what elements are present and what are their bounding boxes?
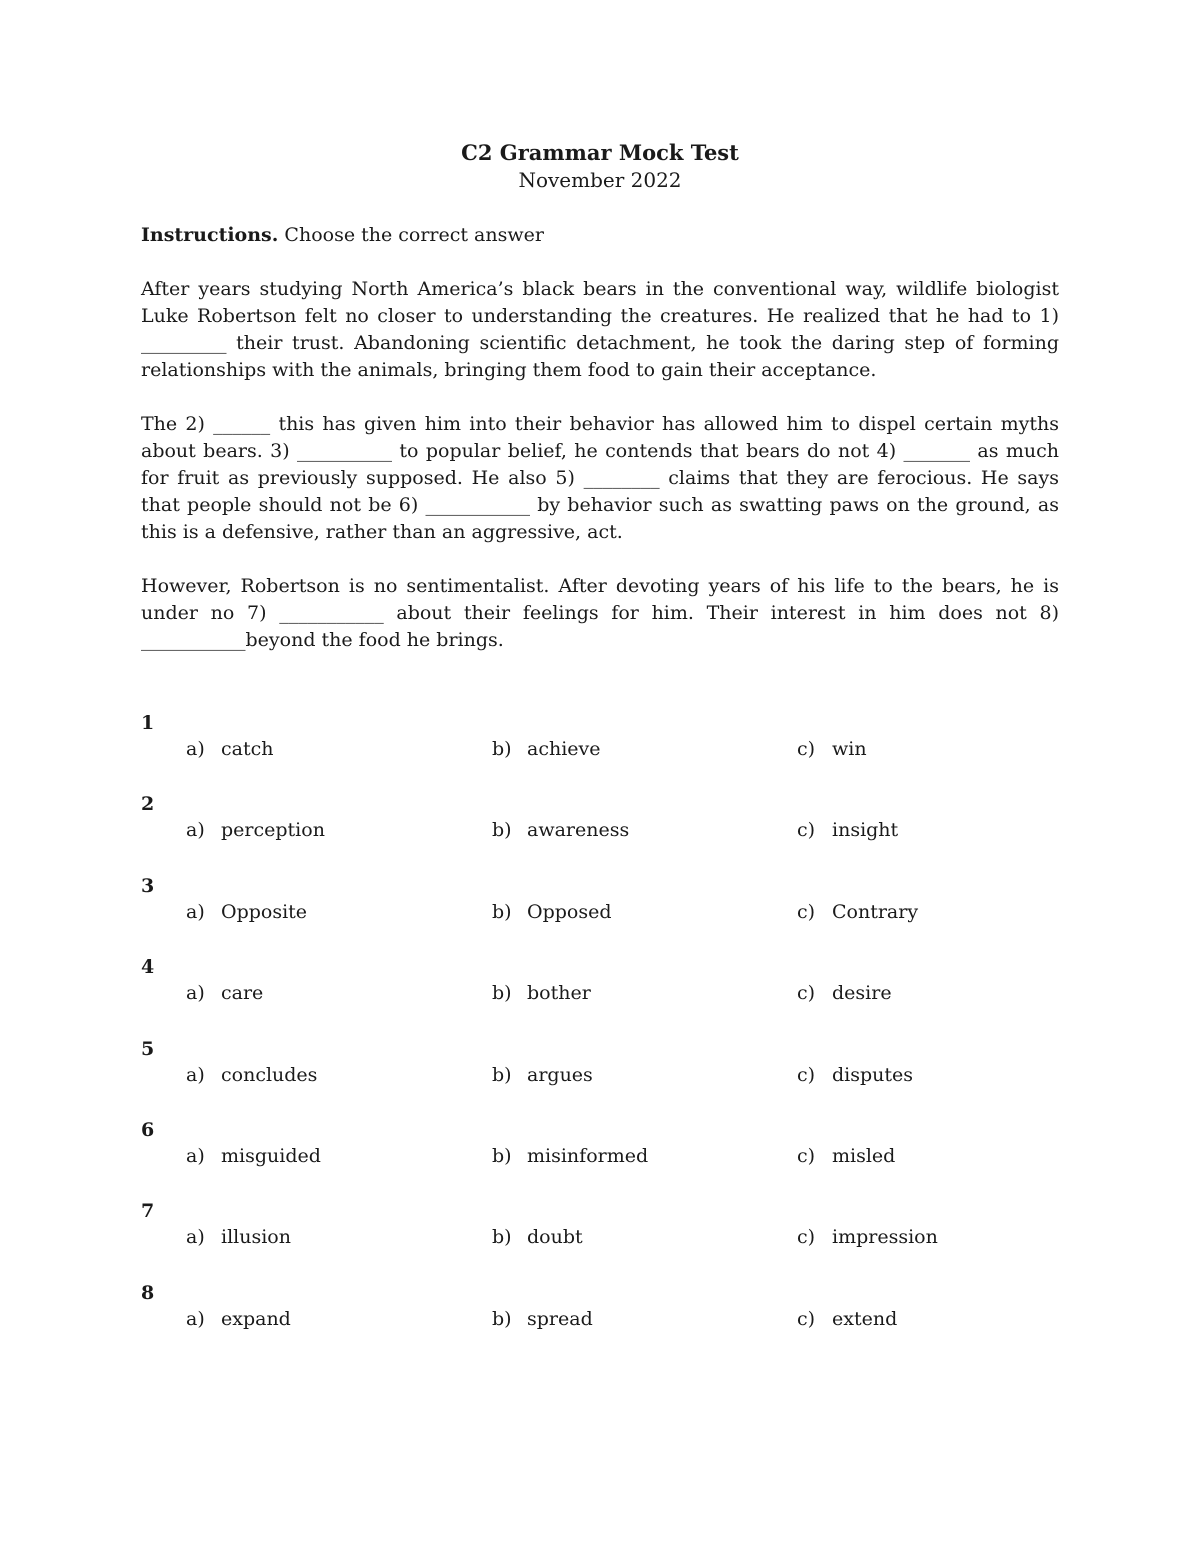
answer-option[interactable] (186, 1145, 321, 1167)
option-text: perception (221, 819, 325, 841)
answer-option[interactable] (492, 901, 612, 923)
answer-option[interactable] (797, 901, 918, 923)
option-letter: c) (797, 738, 816, 760)
option-text: Opposed (527, 901, 612, 923)
option-letter: c) (797, 1145, 816, 1167)
option-text: win (832, 738, 867, 760)
option-letter: a) (186, 819, 205, 841)
option-text: argues (527, 1064, 593, 1086)
answer-option[interactable] (797, 982, 892, 1004)
instructions (141, 224, 544, 246)
question-number: 7 (141, 1200, 155, 1222)
option-letter: b) (492, 982, 512, 1004)
question-number: 3 (141, 875, 155, 897)
answer-option[interactable] (186, 1308, 291, 1330)
option-letter: c) (797, 819, 816, 841)
option-letter: a) (186, 1226, 205, 1248)
option-text: misguided (221, 1145, 321, 1167)
option-text: misinformed (527, 1145, 649, 1167)
option-text: care (221, 982, 264, 1004)
option-text: awareness (527, 819, 630, 841)
answer-option[interactable] (186, 901, 307, 923)
option-letter: c) (797, 1308, 816, 1330)
page-title: C2 Grammar Mock Test (461, 140, 739, 165)
answer-option[interactable] (492, 1226, 583, 1248)
option-text: disputes (832, 1064, 914, 1086)
option-text: spread (527, 1308, 593, 1330)
answer-option[interactable] (186, 1064, 317, 1086)
passage-paragraph-1: After years studying North America’s black bears in the conventional way, wildlife biologist Luke Robertson felt no closer to understanding the creatures. He realized that he had to 1) _________ their trust. Abandoning scientific detachment, he took the daring step of forming relationships with the animals, bringing them food to gain their acceptance. (141, 278, 1059, 381)
option-text: impression (832, 1226, 938, 1248)
option-text: illusion (221, 1226, 291, 1248)
option-letter: c) (797, 1064, 816, 1086)
instructions-label: Instructions. (141, 224, 279, 246)
option-letter: c) (797, 1226, 816, 1248)
option-letter: b) (492, 901, 512, 923)
answer-option[interactable] (492, 819, 629, 841)
option-letter: b) (492, 1145, 512, 1167)
option-text: bother (527, 982, 591, 1004)
question-number: 1 (141, 712, 155, 734)
question-number: 4 (141, 956, 155, 978)
answer-option[interactable] (797, 738, 867, 760)
answer-option[interactable] (186, 982, 263, 1004)
answer-option[interactable] (797, 1226, 938, 1248)
option-letter: b) (492, 738, 512, 760)
option-text: insight (832, 819, 899, 841)
question-number: 5 (141, 1038, 155, 1060)
option-letter: a) (186, 1308, 205, 1330)
answer-option[interactable] (797, 1308, 897, 1330)
passage-paragraph-2: The 2) ______ this has given him into their behavior has allowed him to dispel certain myths about bears. 3) __________ to popular belief, he contends that bears do not 4) _______ as much for fruit as previously supposed. He also 5) ________ claims that they are ferocious. He says that people should not be 6) ___________ by behavior such as swatting paws on the ground, as this is a defensive, rather than an aggressive, act. (141, 413, 1059, 543)
answer-option[interactable] (492, 1145, 648, 1167)
answer-option[interactable] (186, 738, 273, 760)
option-letter: a) (186, 982, 205, 1004)
option-letter: a) (186, 738, 205, 760)
answer-option[interactable] (797, 1064, 913, 1086)
option-letter: b) (492, 819, 512, 841)
page-date: November 2022 (518, 168, 682, 192)
option-letter: c) (797, 901, 816, 923)
answer-option[interactable] (186, 1226, 291, 1248)
option-letter: a) (186, 1145, 205, 1167)
option-text: achieve (527, 738, 601, 760)
answer-option[interactable] (797, 819, 898, 841)
answer-option[interactable] (492, 982, 591, 1004)
answer-option[interactable] (186, 819, 325, 841)
answer-option[interactable] (492, 1308, 593, 1330)
answer-option[interactable] (492, 738, 601, 760)
option-text: expand (221, 1308, 291, 1330)
option-letter: a) (186, 901, 205, 923)
passage-paragraph-3: However, Robertson is no sentimentalist. After devoting years of his life to the bears, he is under no 7) ___________ about their feelings for him. Their interest in him does not 8) ___________beyond the food he brings. (141, 575, 1059, 651)
option-text: doubt (527, 1226, 583, 1248)
instructions-text: Choose the correct answer (278, 224, 544, 246)
option-text: catch (221, 738, 274, 760)
question-number: 6 (141, 1119, 155, 1141)
option-text: misled (832, 1145, 896, 1167)
option-text: Opposite (221, 901, 308, 923)
option-text: concludes (221, 1064, 318, 1086)
answer-option[interactable] (492, 1064, 593, 1086)
option-text: Contrary (832, 901, 919, 923)
option-letter: b) (492, 1226, 512, 1248)
question-number: 8 (141, 1282, 155, 1304)
option-letter: b) (492, 1308, 512, 1330)
option-text: extend (832, 1308, 898, 1330)
option-letter: a) (186, 1064, 205, 1086)
answer-option[interactable] (797, 1145, 895, 1167)
option-letter: b) (492, 1064, 512, 1086)
option-letter: c) (797, 982, 816, 1004)
option-text: desire (832, 982, 892, 1004)
question-number: 2 (141, 793, 155, 815)
